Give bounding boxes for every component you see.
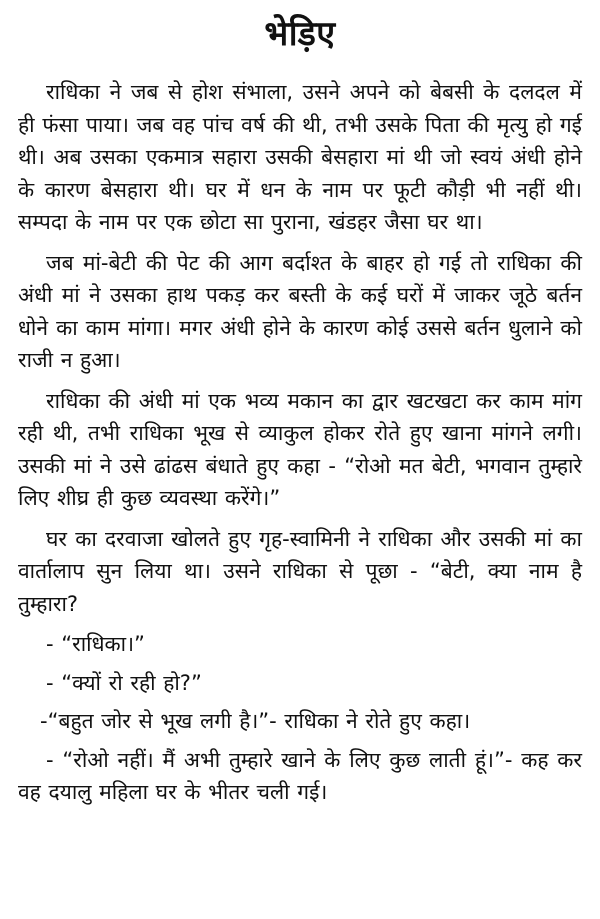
paragraph-1: राधिका ने जब से होश संभाला, उसने अपने को बेबसी के दलदल में ही फंसा पाया। जब वह पांच वर्ष की थी, तभी उसके पिता की मृत्यु हो गई थी। अब उसका एकमात्र सहारा उसकी बेसहारा मां थी जो स्वयं अंधी होने के कारण बेसहारा थी। घर में धन के नाम पर फूटी कौड़ी भी नहीं थी। सम्पदा के नाम पर एक छोटा सा पुराना, खंडहर जैसा घर था। [18, 80, 582, 234]
document-title: भेड़िए [264, 14, 336, 54]
dialogue-line-2: - “क्यों रो रही हो?” [46, 670, 202, 695]
dialogue-line-4: - “रोओ नहीं। मैं अभी तुम्हारे खाने के लिए कुछ लाती हूं।”- कह कर वह दयालु महिला घर के भीतर चली गई। [18, 747, 582, 804]
paragraph-4: घर का दरवाजा खोलते हुए गृह-स्वामिनी ने राधिका और उसकी मां का वार्तालाप सुन लिया था। उसने राधिका से पूछा - “बेटी, क्या नाम है तुम्हारा? [18, 526, 582, 616]
paragraph-3: राधिका की अंधी मां एक भव्य मकान का द्वार खटखटा कर काम मांग रही थी, तभी राधिका भूख से व्याकुल होकर रोते हुए खाना मांगने लगी। उसकी मां ने उसे ढांढस बंधाते हुए कहा - “रोओ मत बेटी, भगवान तुम्हारे लिए शीघ्र ही कुछ व्यवस्था करेंगे।” [18, 388, 582, 510]
dialogue-line-3: -“बहुत जोर से भूख लगी है।”- राधिका ने रोते हुए कहा। [40, 709, 471, 733]
paragraph-2: जब मां-बेटी की पेट की आग बर्दाश्त के बाहर हो गई तो राधिका की अंधी मां ने उसका हाथ पकड़ कर बस्ती के कई घरों में जाकर जूठे बर्तन धोने का काम मांगा। मगर अंधी होने के कारण कोई उससे बर्तन धुलाने को राजी न हुआ। [18, 250, 582, 372]
dialogue-line-1: - “राधिका।” [46, 632, 145, 656]
